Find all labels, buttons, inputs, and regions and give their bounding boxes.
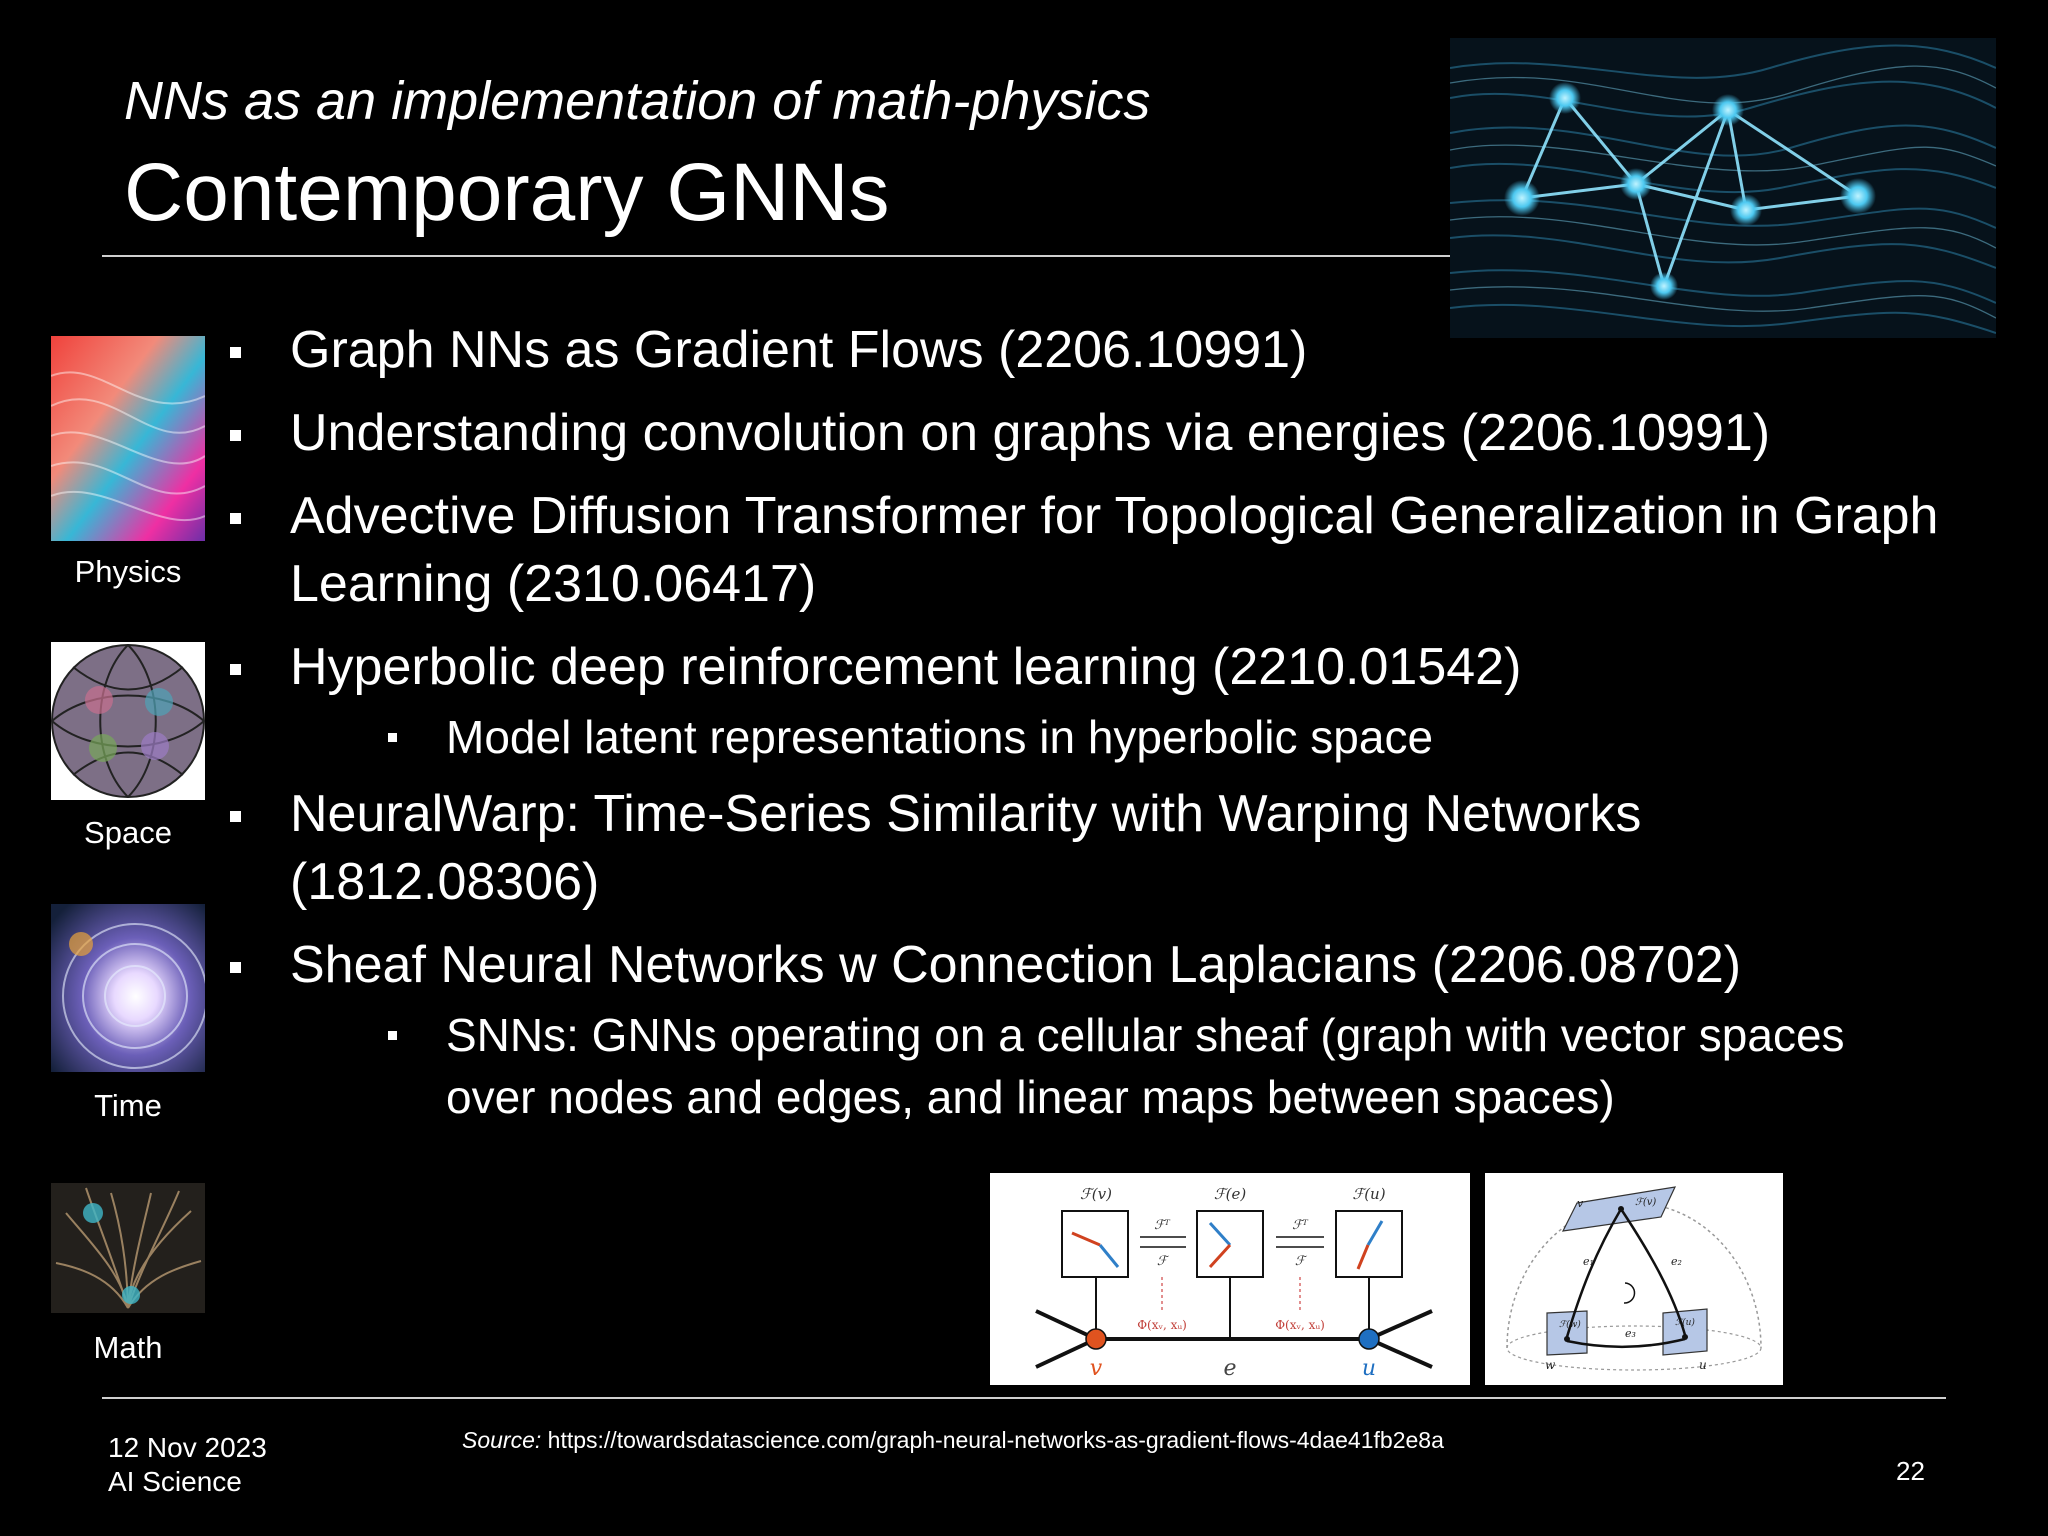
hero-network-image — [1450, 38, 1996, 338]
label-e3: e₃ — [1625, 1327, 1636, 1340]
label-fe: ℱ(e) — [1213, 1185, 1247, 1203]
bullet-list — [222, 316, 1942, 1140]
phi-label-left: Φ(xᵥ, xᵤ) — [1137, 1318, 1187, 1332]
label-v: v — [1577, 1197, 1584, 1210]
time-thumbnail — [51, 904, 205, 1072]
sidebar-label-time: Time — [94, 1088, 162, 1123]
sheaf-diagram-figure — [990, 1173, 1470, 1385]
label-fv-right: ℱ(v) — [1635, 1197, 1657, 1208]
bullet-item: Sheaf Neural Networks w Connection Laplacians (2206.08702) — [222, 931, 1942, 999]
slide-subtitle: NNs as an implementation of math-physics — [124, 71, 1151, 131]
sidebar-label-space: Space — [84, 815, 172, 850]
bullet-item: Hyperbolic deep reinforcement learning (2210.01542) — [222, 633, 1942, 701]
edge-label-e: e — [1223, 1356, 1237, 1381]
label-u: u — [1699, 1358, 1707, 1372]
source-label: Source: — [462, 1427, 542, 1453]
footer-divider — [102, 1397, 1946, 1399]
footer-date: 12 Nov 2023 — [108, 1432, 267, 1463]
label-e2: e₂ — [1671, 1255, 1682, 1268]
page-number: 22 — [1896, 1456, 1925, 1486]
source-citation — [462, 1427, 1444, 1454]
header-divider — [102, 255, 1452, 257]
map-label-right: ℱ — [1294, 1254, 1306, 1269]
physics-thumbnail — [51, 336, 205, 541]
label-fv: ℱ(v) — [1080, 1185, 1112, 1203]
node-v — [1086, 1329, 1106, 1349]
node-label-v: v — [1089, 1356, 1103, 1381]
connection-laplacian-figure — [1485, 1173, 1783, 1385]
sidebar-label-math: Math — [93, 1330, 163, 1365]
bullet-item: Advective Diffusion Transformer for Topological Generalization in Graph Learning (2310.06417) — [222, 482, 1970, 618]
source-url: https://towardsdatascience.com/graph-neural-networks-as-gradient-flows-4dae41fb2e8a — [547, 1427, 1444, 1453]
sub-bullet-item: Model latent representations in hyperbolic space — [378, 706, 1942, 768]
label-e1: e₁ — [1583, 1255, 1594, 1268]
bullet-item: NeuralWarp: Time-Series Similarity with Warping Networks (1812.08306) — [222, 780, 1830, 916]
label-fu-right: ℱ(u) — [1675, 1318, 1695, 1328]
map-label-transpose-left: ℱᵀ — [1154, 1218, 1170, 1233]
space-thumbnail — [51, 642, 205, 800]
slide-title: Contemporary GNNs — [124, 147, 890, 238]
bullet-item: Understanding convolution on graphs via energies (2206.10991) — [222, 399, 1942, 467]
map-label-left: ℱ — [1156, 1254, 1168, 1269]
label-fw: ℱ(w) — [1559, 1320, 1581, 1330]
label-fu: ℱ(u) — [1352, 1185, 1386, 1203]
sidebar-label-physics: Physics — [74, 554, 182, 589]
phi-label-right: Φ(xᵥ, xᵤ) — [1275, 1318, 1325, 1332]
node-u — [1359, 1329, 1379, 1349]
math-thumbnail — [51, 1183, 205, 1313]
sub-bullet-item: SNNs: GNNs operating on a cellular sheaf (graph with vector spaces over nodes and edges, and linear maps between spaces) — [378, 1004, 1866, 1128]
node-label-u: u — [1361, 1356, 1377, 1381]
bullet-item: Graph NNs as Gradient Flows (2206.10991) — [222, 316, 1942, 384]
footer-org: AI Science — [108, 1466, 242, 1497]
label-w: w — [1545, 1358, 1556, 1372]
map-label-transpose-right: ℱᵀ — [1292, 1218, 1308, 1233]
